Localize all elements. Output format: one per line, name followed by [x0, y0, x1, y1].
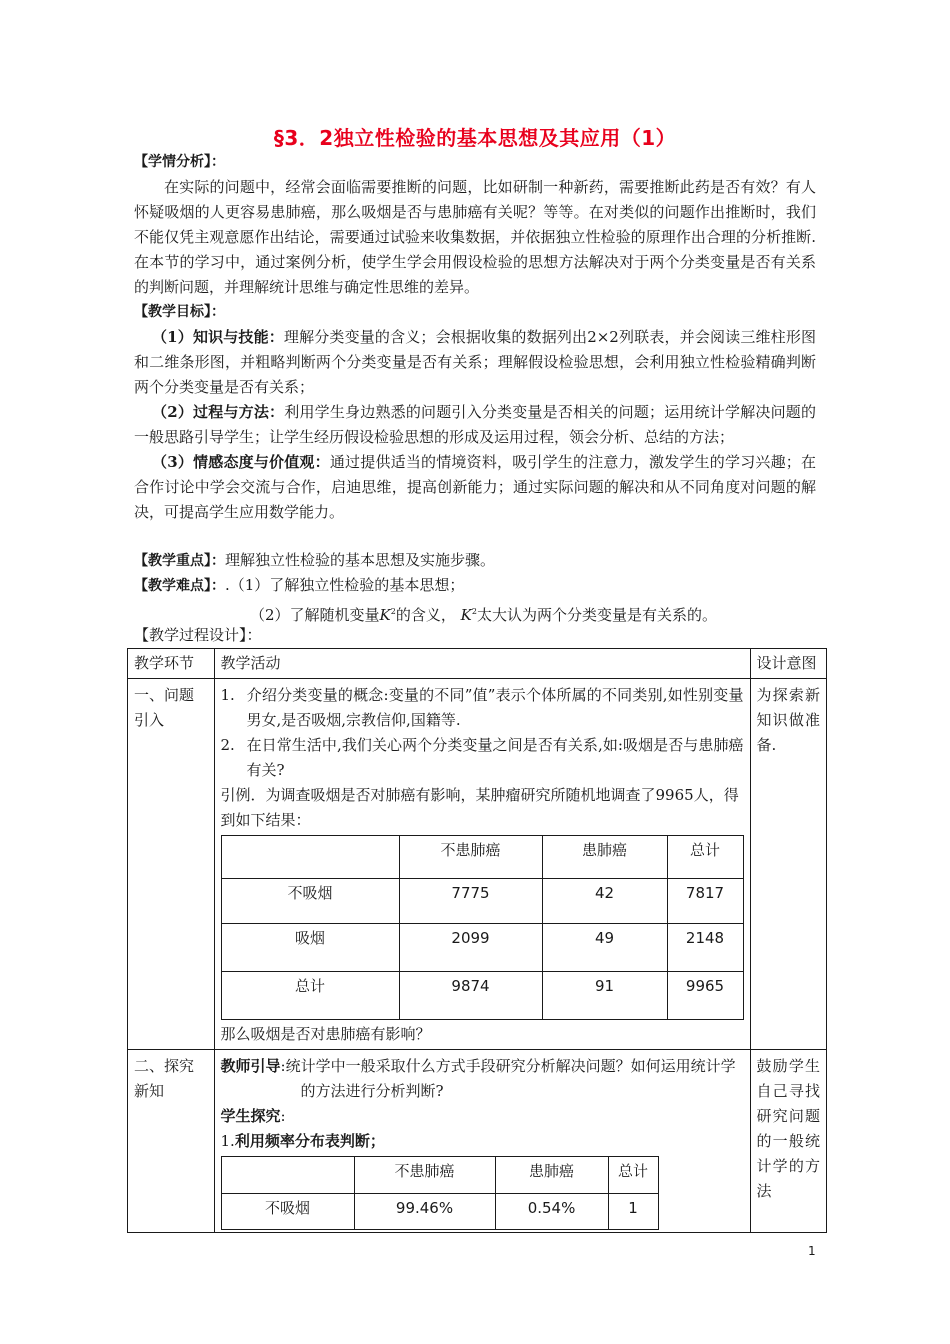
goal-item-emotion: （3）情感态度与价值观：通过提供适当的情境资料，吸引学生的注意力，激发学生的学习兴趣；在合作讨论中学会交流与合作，启迪思维，提高创新能力；通过实际问题的解决和从不同角度对问题的解决，可提高学生应用数学能力。	[134, 453, 816, 521]
teacher-guide: 教师引导:统计学中一般采取什么方式手段研究分析解决问题？如何运用统计学的方法进行分析判断?	[220, 1057, 736, 1100]
table-row	[128, 679, 827, 1050]
contingency-table	[221, 835, 744, 1020]
frequency-header-row: 不患肺癌 患肺癌 总计	[221, 1157, 658, 1194]
key-point-section	[134, 548, 816, 574]
question-text: 那么吸烟是否对患肺癌有影响？	[220, 1025, 431, 1043]
student-explore: 学生探究:	[220, 1107, 286, 1125]
k-squared-symbol: $K^2$	[379, 606, 396, 624]
example-text: 引例．为调查吸烟是否对肺癌有影响，某肿瘤研究所随机地调查了9965人，得到如下结果：	[220, 786, 739, 829]
intent-explore: 鼓励学生自己寻找研究问题的一般统计学的方法	[750, 1050, 826, 1233]
k-squared-symbol: $K^2$	[460, 606, 477, 624]
list-item: 2. 在日常生活中,我们关心两个分类变量之间是否有关系,如:吸烟是否与患肺癌有关?	[220, 736, 744, 779]
contingency-header-row: 不患肺癌 患肺癌 总计	[221, 836, 743, 879]
difficulty-line-2: （2）了解随机变量$K^2$的含义， $K^2$太大认为两个分类变量是有关系的。	[250, 606, 717, 624]
stage-explore: 二、探究新知	[128, 1050, 215, 1233]
header-intent: 设计意图	[750, 649, 826, 679]
table-row: 不吸烟 7775 42 7817	[221, 879, 743, 924]
frequency-table	[221, 1156, 659, 1230]
analysis-text: 在实际的问题中，经常会面临需要推断的问题，比如研制一种新药，需要推断此药是否有效？有人怀疑吸烟的人更容易患肺癌，那么吸烟是否与患肺癌有关呢？等等。在对类似的问题作出推断时，我们不能仅凭主观意愿作出结论，需要通过试验来收集数据，并依据独立性检验的原理作出合理的分析推断.在本节的学习中，通过案例分析，使学生学会用假设检验的思想方法解决对于两个分类变量是否有关系的判断问题，并理解统计思维与确定性思维的差异。	[134, 178, 816, 296]
table-row: 总计 9874 91 9965	[221, 972, 743, 1020]
learning-analysis-section	[134, 150, 816, 300]
key-point-text: 理解独立性检验的基本思想及实施步骤。	[225, 551, 496, 569]
list-item: 1. 介绍分类变量的概念:变量的不同”值”表示个体所属的不同类别,如性别变量男女,是否吸烟,宗教信仰,国籍等.	[220, 686, 744, 729]
difficulty-line-1: .（1）了解独立性检验的基本思想；	[225, 576, 465, 594]
activity-intro	[214, 679, 750, 1050]
page-title: §3．2独立性检验的基本思想及其应用（1）	[273, 126, 677, 150]
table-row: 不吸烟 99.46% 0.54% 1	[221, 1194, 658, 1230]
goal-item-process: （2）过程与方法：利用学生身边熟悉的问题引入分类变量是否相关的问题；运用统计学解决问题的一般思路引导学生；让学生经历假设检验思想的形成及运用过程，领会分析、总结的方法；	[134, 403, 816, 446]
teaching-goals-section	[134, 300, 816, 525]
intent-intro: 为探索新知识做准备.	[750, 679, 826, 1050]
table-header-row	[128, 649, 827, 679]
table-row	[128, 1050, 827, 1233]
difficulty-section	[134, 573, 816, 628]
table-row: 吸烟 2099 49 2148	[221, 924, 743, 972]
page-number: 1	[808, 1244, 816, 1258]
process-label: 【教学过程设计】：	[134, 626, 262, 644]
header-stage: 教学环节	[128, 649, 215, 679]
goals-label: 【教学目标】：	[134, 304, 225, 320]
activity-explore	[214, 1050, 750, 1233]
difficulty-label: 【教学难点】：	[134, 578, 225, 594]
key-point-label: 【教学重点】：	[134, 553, 225, 569]
goal-item-knowledge: （1）知识与技能：理解分类变量的含义；会根据收集的数据列出2×2列联表，并会阅读三维柱形图和二维条形图，并粗略判断两个分类变量是否有关系；理解假设检验思想，会利用独立性检验精确判断两个分类变量是否有关系；	[134, 328, 816, 396]
method-item: 1.利用频率分布表判断；	[220, 1132, 385, 1150]
stage-intro: 一、问题引入	[128, 679, 215, 1050]
analysis-label: 【学情分析】：	[134, 154, 225, 170]
header-activity: 教学活动	[214, 649, 750, 679]
teaching-process-table	[127, 648, 827, 1233]
